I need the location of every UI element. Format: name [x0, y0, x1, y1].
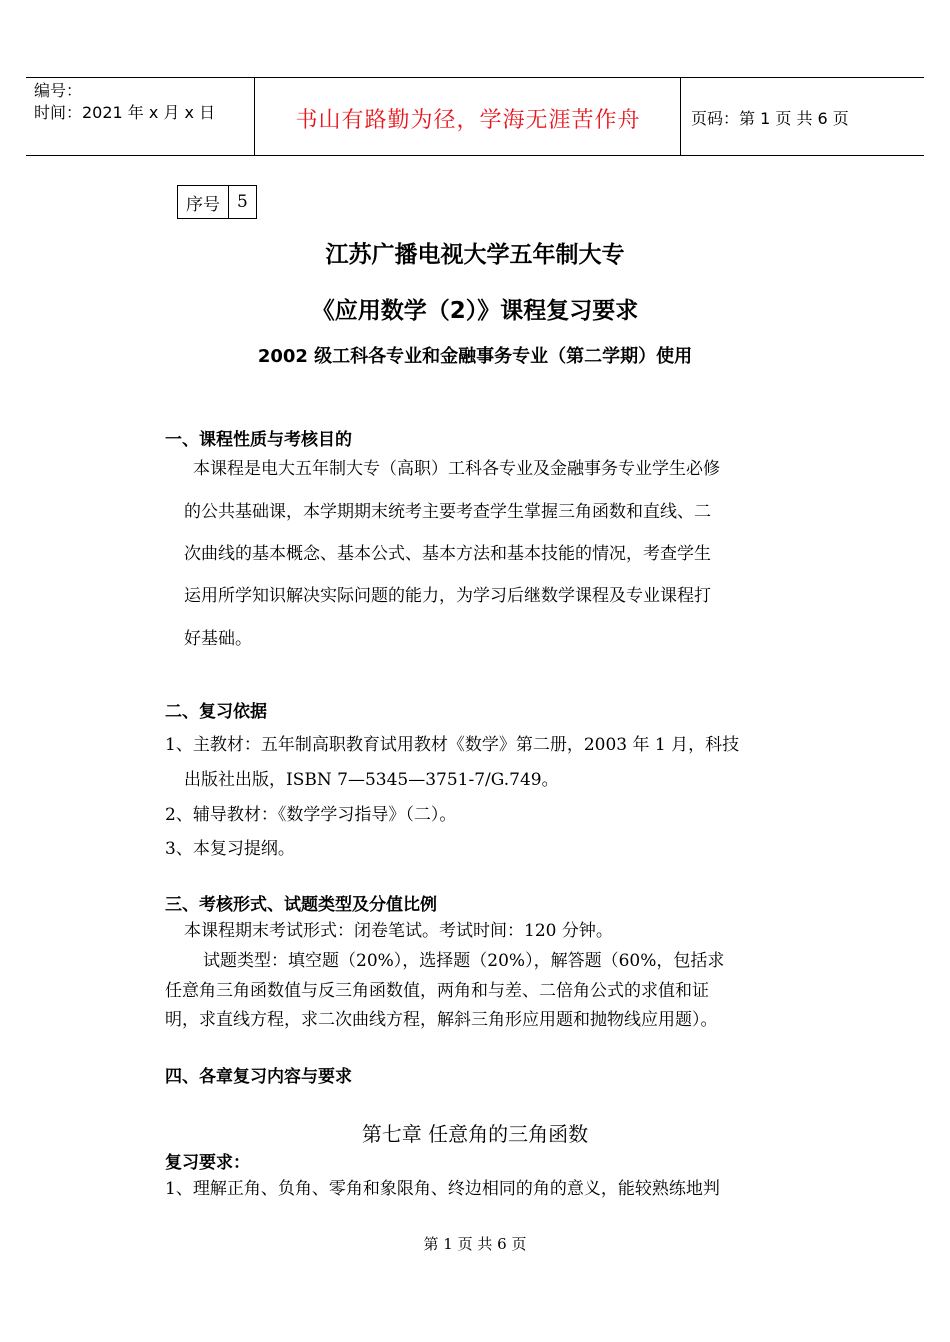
serial-label: 序号 [178, 186, 229, 219]
doc-title-line2: 《应用数学（2）》课程复习要求 [311, 298, 639, 324]
section2-item: 2、辅导教材：《数学学习指导》（二）。 [165, 805, 457, 825]
serial-value: 5 [229, 186, 257, 219]
time-label: 时间：2021 年 x 月 x 日 [34, 103, 216, 122]
section1-line: 本课程是电大五年制大专（高职）工科各专业及金融事务专业学生必修 [193, 459, 720, 479]
review-requirements-heading: 复习要求： [165, 1153, 250, 1173]
section1-line: 次曲线的基本概念、基本公式、基本方法和基本技能的情况，考查学生 [184, 544, 711, 564]
chapter-title: 第七章 任意角的三角函数 [361, 1122, 589, 1146]
header-divider-right [680, 78, 681, 155]
number-label: 编号： [34, 81, 83, 100]
section1-heading: 一、课程性质与考核目的 [165, 430, 352, 450]
header-bottom-rule [26, 155, 924, 156]
section3-line: 本课程期末考试形式：闭卷笔试。考试时间：120 分钟。 [184, 921, 613, 941]
section3-line: 试题类型：填空题（20%），选择题（20%），解答题（60%，包括求 [203, 951, 725, 971]
section1-line: 的公共基础课，本学期期末统考主要考查学生掌握三角函数和直线、二 [184, 502, 711, 522]
section1-line: 好基础。 [184, 629, 252, 649]
section2-heading: 二、复习依据 [165, 702, 267, 722]
header-page-info: 页码：第 1 页 共 6 页 [691, 109, 849, 128]
section3-line: 任意角三角函数值与反三角函数值，两角和与差、二倍角公式的求值和证 [165, 981, 709, 1001]
header-motto: 书山有路勤为径，学海无涯苦作舟 [295, 108, 641, 133]
doc-title-line3: 2002 级工科各专业和金融事务专业（第二学期）使用 [257, 346, 693, 367]
header-divider-left [254, 78, 255, 155]
section4-heading: 四、各章复习内容与要求 [165, 1067, 352, 1087]
review-requirement-item: 1、理解正角、负角、零角和象限角、终边相同的角的意义，能较熟练地判 [165, 1179, 720, 1199]
section3-heading: 三、考核形式、试题类型及分值比例 [165, 895, 437, 915]
section2-item: 3、本复习提纲。 [165, 839, 295, 859]
doc-title-line1: 江苏广播电视大学五年制大专 [325, 242, 625, 268]
section2-item: 出版社出版，ISBN 7—5345—3751-7/G.749。 [184, 770, 559, 790]
section1-line: 运用所学知识解决实际问题的能力，为学习后继数学课程及专业课程打 [184, 586, 711, 606]
header-top-rule [26, 77, 924, 78]
section2-item: 1、主教材：五年制高职教育试用教材《数学》第二册，2003 年 1 月，科技 [165, 735, 740, 755]
serial-box [177, 185, 257, 219]
section3-line: 明，求直线方程，求二次曲线方程，解斜三角形应用题和抛物线应用题）。 [165, 1010, 718, 1030]
page-footer: 第 1 页 共 6 页 [423, 1235, 527, 1253]
header-meta [34, 80, 215, 124]
